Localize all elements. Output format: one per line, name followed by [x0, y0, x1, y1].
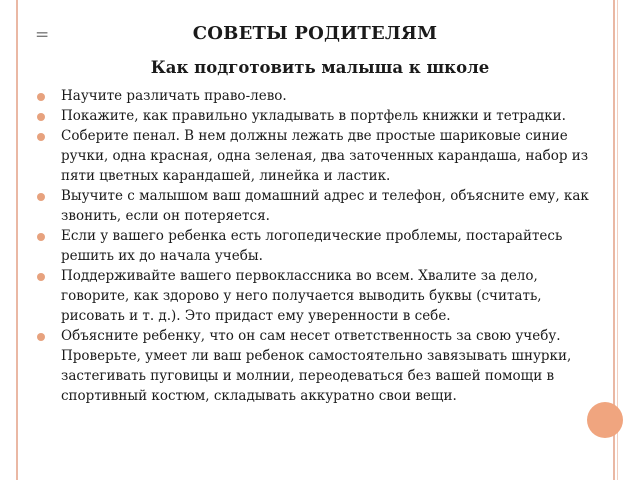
list-item: [35, 86, 607, 106]
orange-circle-bullet-icon: [36, 92, 46, 102]
list-item: [35, 106, 607, 126]
orange-circle-bullet-icon: [36, 192, 46, 202]
tip-text: Научите различать право-лево.: [61, 88, 287, 104]
tip-text: Поддерживайте вашего первоклассника во всем. Хвалите за дело, говорите, как здорово у него получается выводить буквы (считать, рисовать и т. д.). Это придаст ему уверенности в себе.: [61, 268, 542, 324]
page-title: СОВЕТЫ РОДИТЕЛЯМ: [192, 23, 438, 44]
list-item: [35, 126, 607, 186]
list-item: [35, 326, 607, 406]
orange-circle-bullet-icon: [36, 332, 46, 342]
menu-mark: =: [35, 25, 50, 45]
orange-circle-bullet-icon: [36, 232, 46, 242]
page-subtitle: Как подготовить малыша к школе: [150, 58, 490, 77]
orange-circle-bullet-icon: [36, 272, 46, 282]
decorative-circle: [587, 402, 623, 438]
orange-circle-bullet-icon: [36, 132, 46, 142]
tip-text: Покажите, как правильно укладывать в портфель книжки и тетрадки.: [61, 108, 566, 124]
list-item: [35, 186, 607, 226]
tips-list: [35, 86, 607, 406]
tip-text: Объясните ребенку, что он сам несет ответственность за свою учебу. Проверьте, умеет ли ваш ребенок самостоятельно завязывать шнурки, застегивать пуговицы и молнии, переодеваться без вашей помощи в спортивный костюм, складывать аккуратно свои вещи.: [61, 328, 572, 404]
left-border-line: [16, 0, 18, 480]
list-item: [35, 226, 607, 266]
orange-circle-bullet-icon: [36, 112, 46, 122]
tip-text: Если у вашего ребенка есть логопедические проблемы, постарайтесь решить их до начала учебы.: [61, 228, 563, 264]
list-item: [35, 266, 607, 326]
tip-text: Соберите пенал. В нем должны лежать две простые шариковые синие ручки, одна красная, одна зеленая, два заточенных карандаша, набор из пяти цветных карандашей, линейка и ластик.: [61, 128, 589, 184]
tip-text: Выучите с малышом ваш домашний адрес и телефон, объясните ему, как звонить, если он потеряется.: [61, 188, 589, 224]
